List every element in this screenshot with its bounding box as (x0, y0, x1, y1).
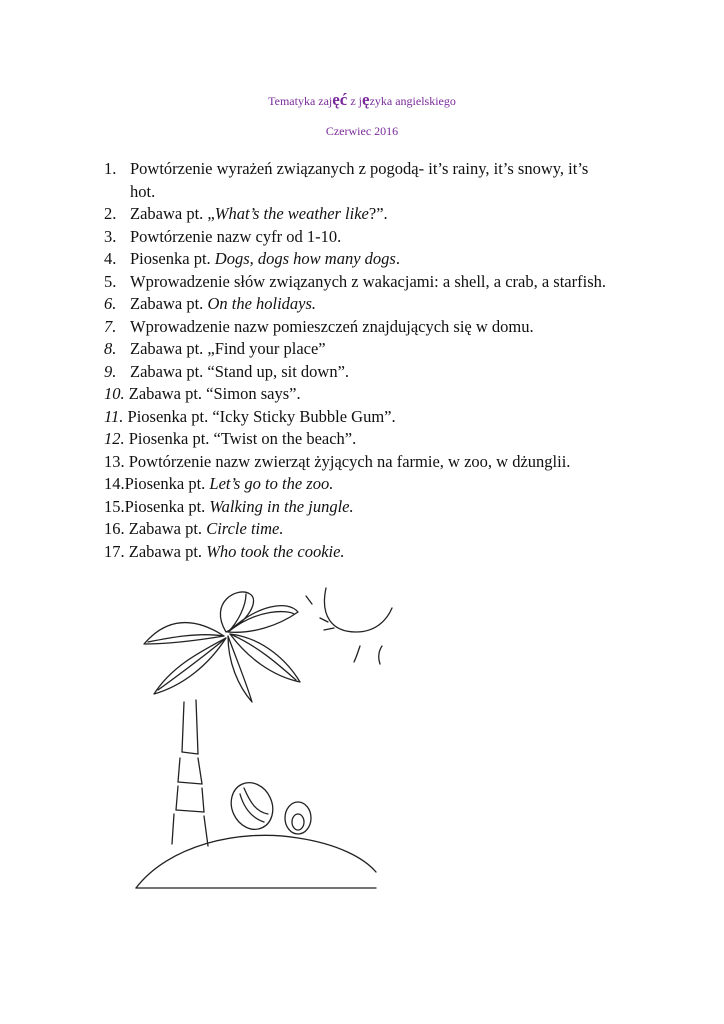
item-text: Zabawa pt. „Find your place” (130, 339, 326, 358)
list-item (104, 338, 644, 361)
item-number: 10. (104, 384, 125, 403)
list-item (104, 203, 644, 226)
item-number: 15. (104, 496, 125, 516)
item-number: 2. (104, 204, 117, 223)
item-number: 3. (104, 226, 117, 246)
coconuts-drawing (224, 776, 311, 836)
list-item (104, 226, 644, 249)
item-number: 6. (104, 294, 117, 313)
item-title: Let’s go to the zoo. (209, 474, 334, 493)
list-item (104, 451, 644, 474)
item-text: Piosenka pt. “Twist on the beach”. (128, 429, 357, 448)
item-text: Powtórzenie wyrażeń związanych z pogodą- it’s rainy, it’s snowy, it’s (130, 159, 589, 178)
item-number: 14. (104, 474, 125, 493)
list-item (104, 496, 644, 519)
title-part: ęć (332, 90, 348, 109)
document-title (0, 90, 724, 110)
item-text: Zabawa pt. “Simon says”. (128, 384, 301, 403)
sun-drawing (306, 588, 392, 664)
list-item (104, 383, 644, 406)
item-text: Piosenka pt. (124, 496, 210, 516)
item-title: What’s the weather like (214, 204, 369, 223)
list-item (104, 271, 644, 294)
list-item (104, 361, 644, 384)
item-title: Circle time. (206, 519, 284, 538)
item-text: Wprowadzenie nazw pomieszczeń znajdujących się w domu. (130, 316, 534, 336)
palm-leaves-drawing (144, 592, 300, 702)
item-text: Zabawa pt. “Stand up, sit down”. (130, 361, 350, 381)
item-number: 4. (104, 249, 117, 268)
list-item (104, 248, 644, 271)
item-number: 13. (104, 451, 125, 471)
item-text: Wprowadzenie słów związanych z wakacjami: a shell, a crab, a starfish. (130, 271, 606, 291)
item-text: ?”. (368, 204, 388, 223)
item-text: Powtórzenie nazw zwierząt żyjących na farmie, w zoo, w dżunglii. (128, 451, 571, 471)
title-part: ę (362, 90, 370, 109)
item-number: 17. (104, 541, 125, 561)
item-text: Piosenka pt. “Icky Sticky Bubble Gum”. (127, 406, 396, 426)
item-text: Zabawa pt. (130, 294, 208, 313)
item-number: 8. (104, 339, 117, 358)
list-item (104, 473, 644, 496)
item-text: . (395, 249, 400, 268)
item-text: Zabawa pt. (128, 519, 207, 538)
list-item (104, 406, 644, 429)
item-number: 11. (104, 406, 124, 426)
list-item (104, 541, 644, 564)
item-text: Piosenka pt. (130, 249, 215, 268)
item-title: Walking in the jungle. (209, 496, 354, 516)
topic-list (104, 158, 644, 563)
item-text: hot. (130, 181, 156, 201)
list-item (104, 158, 644, 203)
item-title: On the holidays. (207, 294, 317, 313)
title-part: Tematyka zaj (268, 94, 333, 108)
item-text: Piosenka pt. (124, 474, 210, 493)
item-text: Zabawa pt. „ (130, 204, 215, 223)
list-item (104, 518, 644, 541)
item-number: 5. (104, 271, 117, 291)
palm-trunk-drawing (172, 700, 208, 846)
list-item (104, 316, 644, 339)
item-number: 1. (104, 159, 117, 178)
title-part: zyka angielskiego (369, 94, 456, 108)
list-item (104, 428, 644, 451)
item-number: 12. (104, 429, 125, 448)
document-date: Czerwiec 2016 (325, 124, 399, 138)
island-illustration (128, 582, 398, 922)
item-number: 9. (104, 361, 117, 381)
item-number: 16. (104, 519, 125, 538)
title-part: z j (347, 94, 363, 108)
item-number: 7. (104, 316, 117, 336)
item-text: Zabawa pt. (128, 541, 207, 561)
item-title: Dogs, dogs how many dogs (214, 249, 396, 268)
item-title: Who took the cookie. (206, 541, 345, 561)
list-item (104, 293, 644, 316)
item-text: Powtórzenie nazw cyfr od 1-10. (130, 226, 342, 246)
